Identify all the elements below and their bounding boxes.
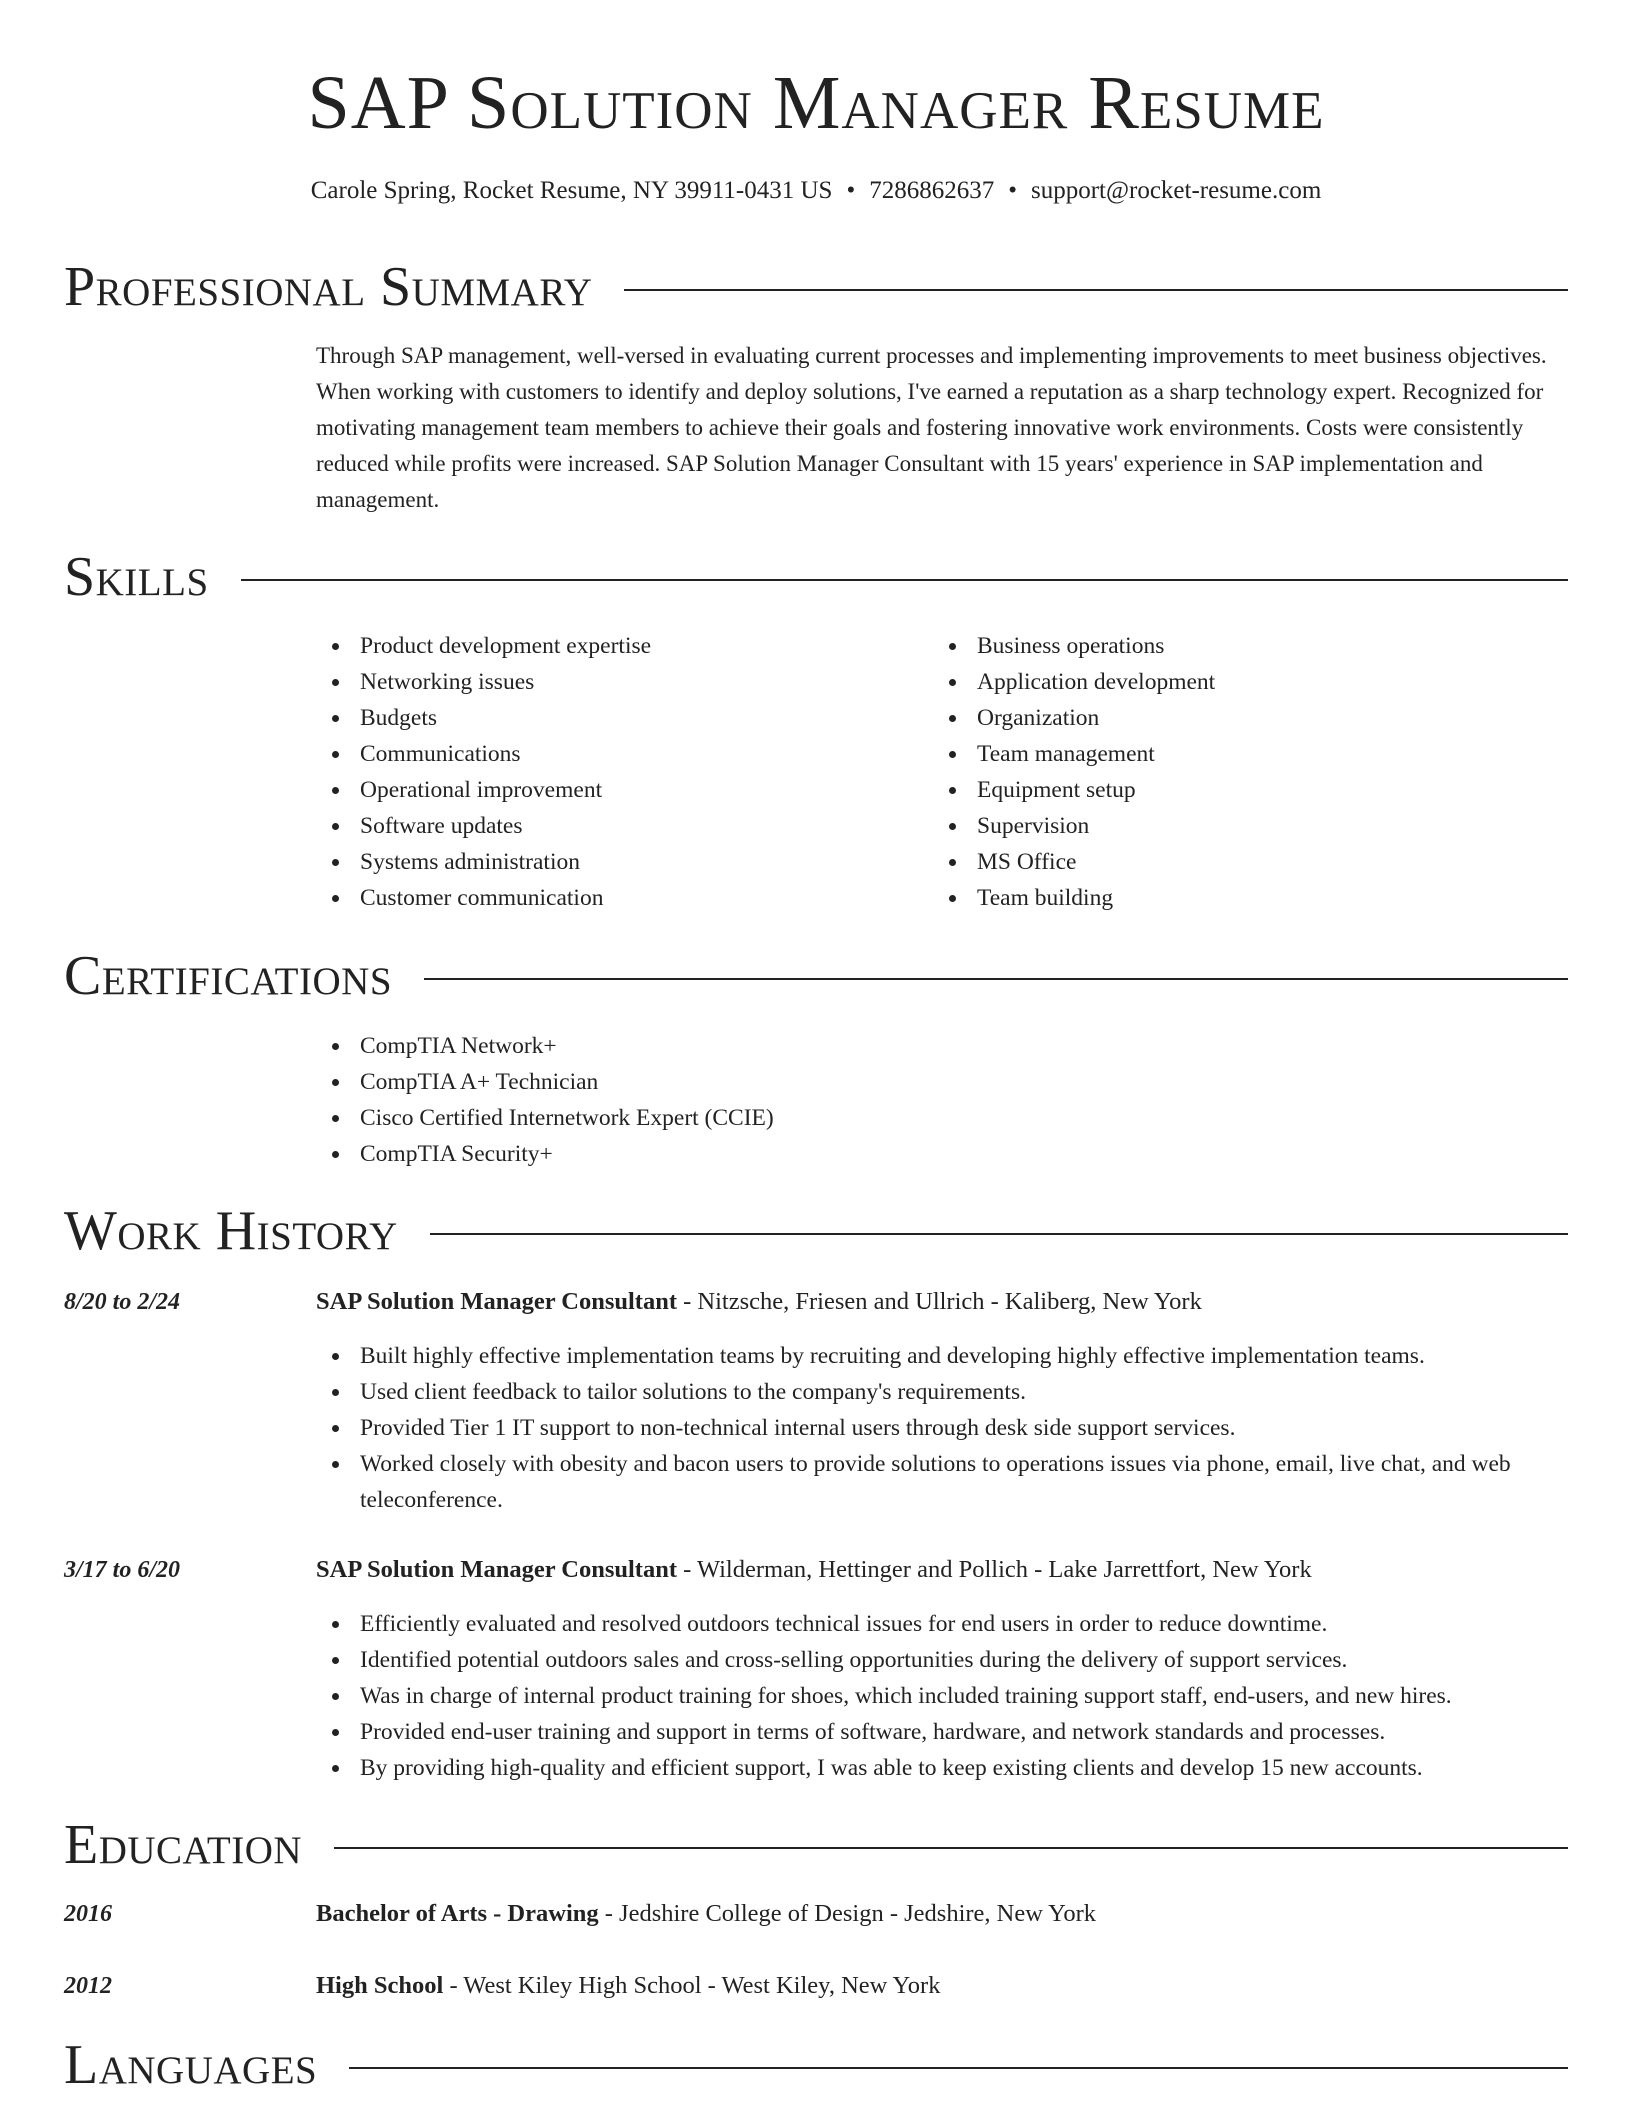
job-role: SAP Solution Manager Consultant: [316, 1288, 677, 1315]
education-degree: High School: [316, 1972, 444, 1999]
section-title-certifications: Certifications: [64, 945, 393, 1007]
contact-separator: •: [846, 177, 856, 204]
skill-item: Team management: [933, 736, 1533, 772]
job-bullet: Provided Tier 1 IT support to non-technical internal users through desk side support services.: [316, 1410, 1568, 1446]
job-bullets: [316, 1338, 1568, 1518]
section-divider: [349, 2067, 1568, 2069]
skill-item: Systems administration: [316, 844, 876, 880]
skill-item: Application development: [933, 664, 1533, 700]
contact-address: Carole Spring, Rocket Resume, NY 39911-0431 US: [310, 177, 833, 204]
skill-item: MS Office: [933, 844, 1533, 880]
job-bullet: Was in charge of internal product training for shoes, which included training support staff, end-users, and new hires.: [316, 1678, 1568, 1714]
education-school: - Jedshire College of Design - Jedshire, New York: [598, 1900, 1097, 1927]
section-title-work-history: Work History: [64, 1200, 398, 1262]
skill-item: Supervision: [933, 808, 1533, 844]
skill-item: Equipment setup: [933, 772, 1533, 808]
certification-item: CompTIA Security+: [316, 1136, 1216, 1172]
job-bullet: Efficiently evaluated and resolved outdoors technical issues for end users in order to reduce downtime.: [316, 1606, 1568, 1642]
section-header-work-history: [64, 1196, 1568, 1266]
skill-item: Operational improvement: [316, 772, 876, 808]
job-bullet: Worked closely with obesity and bacon users to provide solutions to operations issues via phone, email, live chat, and web teleconference.: [316, 1446, 1568, 1518]
job-employer: - Nitzsche, Friesen and Ullrich - Kaliberg, New York: [677, 1288, 1202, 1315]
job-dates: 3/17 to 6/20: [64, 1557, 181, 1583]
skill-item: Product development expertise: [316, 628, 876, 664]
certification-item: CompTIA A+ Technician: [316, 1064, 1216, 1100]
job-role: SAP Solution Manager Consultant: [316, 1556, 677, 1583]
section-header-skills: [64, 542, 1568, 612]
education-line: [316, 1968, 1568, 2004]
education-school: - West Kiley High School - West Kiley, New York: [443, 1972, 941, 1999]
job-bullets: [316, 1606, 1568, 1786]
contact-email: support@rocket-resume.com: [1030, 177, 1322, 204]
education-degree: Bachelor of Arts - Drawing: [316, 1900, 599, 1927]
job-title-line: [316, 1552, 1568, 1588]
skills-list-left: [316, 628, 876, 916]
contact-separator: •: [1008, 177, 1017, 204]
skill-item: Networking issues: [316, 664, 876, 700]
skill-item: Business operations: [933, 628, 1533, 664]
section-header-certifications: [64, 941, 1568, 1011]
summary-paragraph: Through SAP management, well-versed in evaluating current processes and implementing improvements to meet business objectives. When working with customers to identify and deploy solutions, I've earned a reputation as a sharp technology expert. Recognized for motivating management team members to achieve their goals and fostering innovative work environments. Costs were consistently reduced while profits were increased. SAP Solution Manager Consultant with 15 years' experience in SAP implementation and management.: [316, 343, 1547, 512]
contact-phone: 7286862637: [869, 177, 995, 204]
section-divider: [334, 1847, 1568, 1849]
education-year: 2012: [64, 1973, 112, 1999]
skill-item: Communications: [316, 736, 876, 772]
section-divider: [624, 289, 1568, 291]
education-line: [316, 1896, 1568, 1932]
section-title-summary: Professional Summary: [64, 256, 593, 318]
section-divider: [241, 579, 1568, 581]
skill-item: Budgets: [316, 700, 876, 736]
job-dates: 8/20 to 2/24: [64, 1289, 181, 1315]
section-header-summary: [64, 252, 1568, 322]
skill-item: Software updates: [316, 808, 876, 844]
section-divider: [424, 978, 1568, 980]
job-title-line: [316, 1284, 1568, 1320]
section-title-education: Education: [64, 1814, 303, 1876]
job-bullet: Identified potential outdoors sales and cross-selling opportunities during the delivery of support services.: [316, 1642, 1568, 1678]
skill-item: Organization: [933, 700, 1533, 736]
skill-item: Team building: [933, 880, 1533, 916]
job-bullet: Provided end-user training and support in terms of software, hardware, and network standards and processes.: [316, 1714, 1568, 1750]
job-bullet: Built highly effective implementation teams by recruiting and developing highly effective implementation teams.: [316, 1338, 1568, 1374]
section-title-skills: Skills: [64, 546, 209, 608]
job-employer: - Wilderman, Hettinger and Pollich - Lake Jarrettfort, New York: [677, 1556, 1312, 1583]
section-divider: [430, 1233, 1568, 1235]
section-header-languages: [64, 2030, 1568, 2100]
skill-item: Customer communication: [316, 880, 876, 916]
certifications-list: [316, 1028, 1216, 1172]
education-year: 2016: [64, 1901, 112, 1927]
certification-item: CompTIA Network+: [316, 1028, 1216, 1064]
skills-list-right: [933, 628, 1533, 916]
certification-item: Cisco Certified Internetwork Expert (CCIE): [316, 1100, 1216, 1136]
contact-line: [0, 174, 1632, 208]
resume-title: SAP Solution Manager Resume: [307, 61, 1325, 145]
section-header-education: [64, 1810, 1568, 1880]
job-bullet: Used client feedback to tailor solutions to the company's requirements.: [316, 1374, 1568, 1410]
section-title-languages: Languages: [64, 2034, 318, 2096]
job-bullet: By providing high-quality and efficient support, I was able to keep existing clients and develop 15 new accounts.: [316, 1750, 1568, 1786]
